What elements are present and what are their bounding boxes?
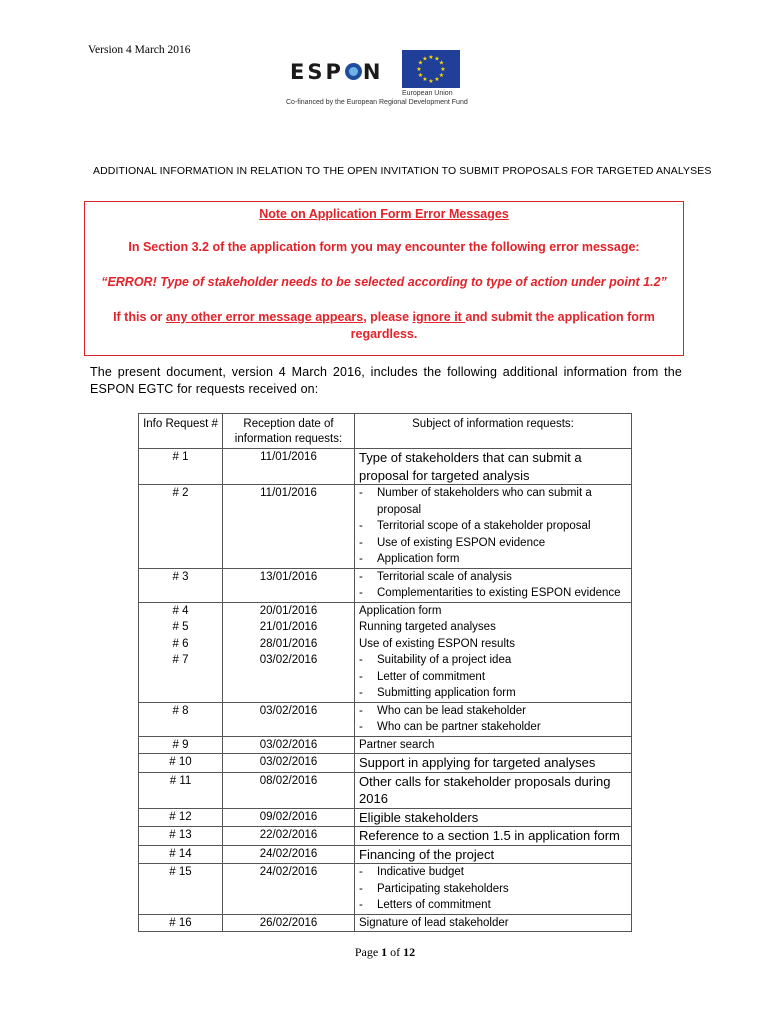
svg-text:★: ★	[438, 72, 445, 79]
subject-list-item: - Letter of commitment	[359, 669, 627, 686]
note-section-line: In Section 3.2 of the application form you may encounter the following error message:	[128, 240, 640, 254]
col-header-subject: Subject of information requests:	[355, 414, 632, 449]
request-number: # 12	[139, 808, 223, 827]
svg-text:★: ★	[438, 59, 445, 67]
subject-list	[359, 485, 627, 568]
col-header-request: Info Request #	[139, 414, 223, 449]
table-row	[139, 702, 632, 736]
espon-logo-text-left: ESP	[290, 60, 344, 84]
request-subject: Application form	[355, 602, 632, 619]
request-number: # 5	[139, 619, 223, 636]
table-row	[139, 619, 632, 636]
request-number: # 8	[139, 702, 223, 736]
request-subject: Reference to a section 1.5 in application form	[355, 827, 632, 846]
note-instruction-underlined: any other error message appears	[165, 310, 364, 324]
request-subject	[355, 485, 632, 569]
request-number: # 13	[139, 827, 223, 846]
reception-date: 08/02/2016	[223, 772, 355, 808]
subject-list	[359, 703, 627, 736]
note-instruction-part: If this or	[113, 310, 166, 324]
table-row	[139, 652, 632, 702]
note-instruction-part: , please	[363, 310, 413, 324]
svg-text:★: ★	[416, 66, 422, 73]
request-number: # 14	[139, 845, 223, 864]
svg-text:★: ★	[417, 59, 424, 67]
cofinance-text: Co-financed by the European Regional Development Fund	[286, 99, 468, 106]
svg-text:★: ★	[422, 55, 428, 63]
request-number: # 7	[139, 652, 223, 702]
eu-label	[402, 89, 453, 98]
request-subject	[355, 864, 632, 915]
table-row	[139, 808, 632, 827]
eu-label-line: European Union	[402, 90, 453, 97]
request-subject: Use of existing ESPON results	[355, 636, 632, 653]
request-subject: Support in applying for targeted analyses	[355, 754, 632, 773]
request-number: # 6	[139, 636, 223, 653]
subject-list-item: - Number of stakeholders who can submit a proposal	[359, 485, 627, 518]
subject-list-item: - Use of existing ESPON evidence	[359, 535, 627, 552]
reception-date: 03/02/2016	[223, 702, 355, 736]
eu-flag-icon	[402, 50, 460, 88]
request-subject: Signature of lead stakeholder	[355, 914, 632, 932]
request-subject: Type of stakeholders that can submit a proposal for targeted analysis	[355, 449, 632, 485]
intro-paragraph: The present document, version 4 March 2016, includes the following additional information from the ESPON EGTC for requests received on:	[90, 365, 682, 396]
reception-date: 03/02/2016	[223, 736, 355, 754]
table-row	[139, 602, 632, 619]
subject-list-item: - Complementarities to existing ESPON evidence	[359, 585, 627, 602]
table-row	[139, 772, 632, 808]
page-word: Page	[354, 945, 379, 959]
request-number: # 11	[139, 772, 223, 808]
subject-list-item: - Suitability of a project idea	[359, 652, 627, 669]
subject-list-item: - Territorial scale of analysis	[359, 569, 627, 586]
espon-logo	[290, 60, 383, 84]
svg-text:★: ★	[434, 55, 440, 63]
espon-logo-globe-icon	[345, 63, 362, 80]
subject-list	[359, 652, 627, 702]
request-subject	[355, 568, 632, 602]
subject-list	[359, 864, 627, 914]
request-number: # 10	[139, 754, 223, 773]
subject-list-item: - Submitting application form	[359, 685, 627, 702]
reception-date: 20/01/2016	[223, 602, 355, 619]
note-error-message: “ERROR! Type of stakeholder needs to be selected according to type of action under point 1.2”	[101, 275, 667, 289]
note-instruction-part: and submit the application form regardless.	[350, 310, 655, 341]
request-subject: Running targeted analyses	[355, 619, 632, 636]
table-row	[139, 636, 632, 653]
request-number: # 9	[139, 736, 223, 754]
reception-date: 22/02/2016	[223, 827, 355, 846]
table-header-row	[139, 414, 632, 449]
reception-date: 11/01/2016	[223, 485, 355, 569]
request-subject: Partner search	[355, 736, 632, 754]
note-instruction	[105, 309, 663, 343]
info-requests-table	[138, 413, 632, 932]
svg-text:★: ★	[428, 54, 434, 61]
request-subject: Financing of the project	[355, 845, 632, 864]
col-header-date: Reception date of information requests:	[223, 414, 355, 449]
reception-date: 24/02/2016	[223, 845, 355, 864]
document-heading: ADDITIONAL INFORMATION IN RELATION TO THE OPEN INVITATION TO SUBMIT PROPOSALS FOR TARGETED ANALYSES	[93, 165, 712, 177]
request-number: # 1	[139, 449, 223, 485]
error-note-box	[84, 201, 684, 356]
table-row	[139, 864, 632, 915]
reception-date: 13/01/2016	[223, 568, 355, 602]
request-number: # 2	[139, 485, 223, 569]
note-title: Note on Application Form Error Messages	[259, 207, 509, 221]
subject-list-item: - Indicative budget	[359, 864, 627, 881]
svg-text:★: ★	[440, 66, 446, 73]
request-subject: Other calls for stakeholder proposals during 2016	[355, 772, 632, 808]
note-instruction-underlined: ignore it	[412, 310, 466, 324]
page-of: of	[390, 945, 401, 959]
table-row	[139, 754, 632, 773]
subject-list	[359, 569, 627, 602]
subject-list-item: - Letters of commitment	[359, 897, 627, 914]
version-label: Version 4 March 2016	[88, 44, 191, 56]
subject-list-item: - Application form	[359, 551, 627, 568]
subject-list-item: - Participating stakeholders	[359, 881, 627, 898]
svg-text:★: ★	[428, 78, 434, 85]
eu-stars-icon	[402, 50, 460, 88]
page-current: 1	[381, 945, 388, 959]
reception-date: 26/02/2016	[223, 914, 355, 932]
reception-date: 03/02/2016	[223, 652, 355, 702]
espon-logo-text-right: N	[362, 60, 384, 84]
subject-list-item: - Who can be lead stakeholder	[359, 703, 627, 720]
table-row	[139, 449, 632, 485]
table-row	[139, 568, 632, 602]
table-row	[139, 485, 632, 569]
request-subject: Eligible stakeholders	[355, 808, 632, 827]
table-row	[139, 845, 632, 864]
reception-date: 21/01/2016	[223, 619, 355, 636]
table-row	[139, 914, 632, 932]
subject-list-item: - Territorial scope of a stakeholder proposal	[359, 518, 627, 535]
reception-date: 28/01/2016	[223, 636, 355, 653]
reception-date: 09/02/2016	[223, 808, 355, 827]
svg-text:★: ★	[417, 72, 424, 79]
reception-date: 24/02/2016	[223, 864, 355, 915]
table-row	[139, 736, 632, 754]
table-row	[139, 827, 632, 846]
page-number	[0, 945, 770, 960]
request-number: # 16	[139, 914, 223, 932]
request-number: # 15	[139, 864, 223, 915]
svg-text:★: ★	[422, 76, 428, 83]
subject-list-item: - Who can be partner stakeholder	[359, 719, 627, 736]
request-subject	[355, 652, 632, 702]
request-number: # 3	[139, 568, 223, 602]
page-total: 12	[403, 945, 416, 959]
reception-date: 11/01/2016	[223, 449, 355, 485]
reception-date: 03/02/2016	[223, 754, 355, 773]
svg-text:★: ★	[434, 76, 440, 83]
request-subject	[355, 702, 632, 736]
request-number: # 4	[139, 602, 223, 619]
